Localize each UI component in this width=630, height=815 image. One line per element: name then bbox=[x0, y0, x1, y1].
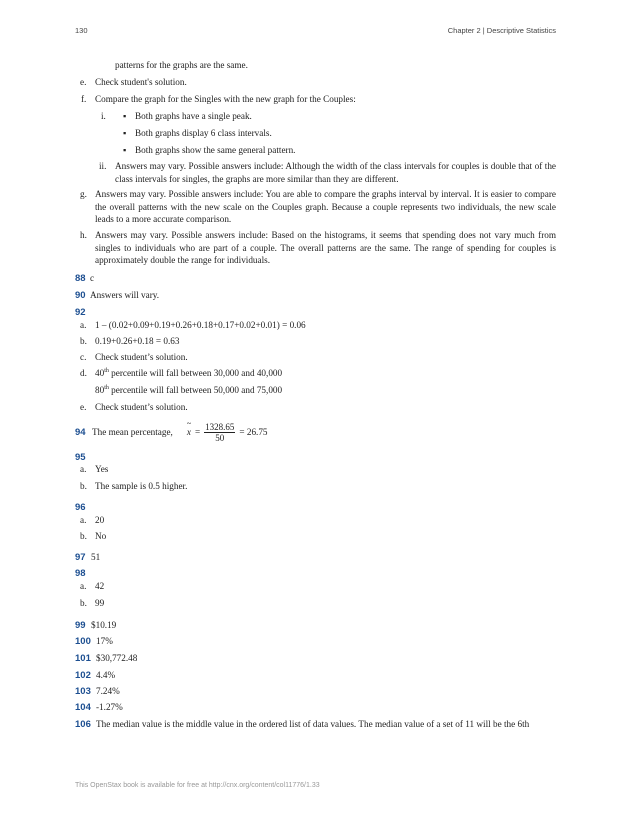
item-label: e. bbox=[80, 77, 87, 87]
list-item-text: 99 bbox=[95, 598, 105, 608]
answer-number: 99 bbox=[75, 620, 86, 631]
percentile-line: 40th percentile will fall between 30,000 and 40,000 bbox=[95, 367, 283, 378]
item-label: a. bbox=[80, 464, 87, 474]
item-label: g. bbox=[80, 189, 87, 199]
answer-number: 101 bbox=[75, 653, 91, 664]
answer-number: 106 bbox=[75, 719, 91, 730]
sub-ii-text: Answers may vary. Possible answers include: Although the width of the class intervals for couples is double that of the class intervals for singles, the graphs are more similar than they are different. bbox=[115, 161, 556, 184]
answer-text: The median value is the middle value in the ordered list of data values. The median value of a set of 11 will be the 6th bbox=[96, 719, 530, 729]
list-item-text: Yes bbox=[95, 464, 109, 474]
answer-number: 92 bbox=[75, 307, 86, 318]
chapter-title: Chapter 2 | Descriptive Statistics bbox=[447, 26, 556, 35]
item-label: b. bbox=[80, 336, 87, 346]
answer-text: -1.27% bbox=[96, 702, 123, 712]
item-label: a. bbox=[80, 320, 87, 330]
list-item-text: The sample is 0.5 higher. bbox=[95, 481, 188, 491]
list-item-text: Check student’s solution. bbox=[95, 402, 188, 412]
sub-label-ii: ii. bbox=[99, 161, 107, 171]
mean-formula bbox=[92, 420, 268, 444]
formula-text: The mean percentage, bbox=[92, 426, 173, 437]
item-label: b. bbox=[80, 598, 87, 608]
list-item-text: 0.19+0.26+0.18 = 0.63 bbox=[95, 336, 180, 346]
answer-text: c bbox=[90, 273, 95, 283]
footer-text: This OpenStax book is available for free at http://cnx.org/content/col11776/1.33 bbox=[75, 782, 320, 789]
answer-number: 104 bbox=[75, 702, 91, 713]
answer-number: 94 bbox=[75, 427, 86, 438]
answer-text: 17% bbox=[96, 636, 113, 646]
item-label: c. bbox=[80, 352, 87, 362]
formula-result: = 26.75 bbox=[239, 426, 268, 437]
bullet-icon: ▪ bbox=[123, 111, 127, 121]
answer-number: 88 bbox=[75, 273, 86, 284]
answer-number: 90 bbox=[75, 290, 86, 301]
page-number: 130 bbox=[75, 26, 88, 35]
equals-sign: = bbox=[194, 426, 201, 437]
item-label: b. bbox=[80, 531, 87, 541]
answer-number: 98 bbox=[75, 568, 86, 579]
answer-text: $10.19 bbox=[91, 620, 117, 630]
list-item-text: Answers may vary. Possible answers include: Based on the histograms, it seems that spending does not vary much from singles to individuals who are part of a couple. The overall patterns are the same. The range of spending for couples is approximately double the range for individuals. bbox=[95, 230, 556, 266]
answer-number: 95 bbox=[75, 452, 86, 463]
bullet-text: Both graphs have a single peak. bbox=[135, 111, 252, 121]
sub-label-i: i. bbox=[101, 111, 106, 121]
item-label: e. bbox=[80, 402, 87, 412]
x-tilde: ~ x bbox=[187, 426, 191, 439]
list-item-text: Compare the graph for the Singles with the new graph for the Couples: bbox=[95, 94, 356, 104]
answer-number: 103 bbox=[75, 686, 91, 697]
list-item-e bbox=[80, 76, 86, 89]
item-label: a. bbox=[80, 515, 87, 525]
answer-number: 100 bbox=[75, 636, 91, 647]
answer-text: 51 bbox=[91, 552, 101, 562]
item-label: b. bbox=[80, 481, 87, 491]
item-label: d. bbox=[80, 368, 87, 378]
answer-number: 102 bbox=[75, 670, 91, 681]
list-item-text: 42 bbox=[95, 581, 105, 591]
list-item-text: 20 bbox=[95, 515, 105, 525]
answer-text: 4.4% bbox=[96, 670, 116, 680]
item-label: h. bbox=[80, 230, 87, 240]
list-item-text: 1 – (0.02+0.09+0.19+0.26+0.18+0.17+0.02+0.01) = 0.06 bbox=[95, 320, 306, 330]
answer-text: 7.24% bbox=[96, 686, 120, 696]
list-item-text: Check student’s solution. bbox=[95, 352, 188, 362]
item-label: f. bbox=[81, 94, 87, 104]
list-item-text: No bbox=[95, 531, 107, 541]
percentile-line: 80th percentile will fall between 50,000 and 75,000 bbox=[95, 384, 283, 395]
bullet-icon: ▪ bbox=[123, 145, 127, 155]
continuation-text: patterns for the graphs are the same. bbox=[115, 60, 248, 70]
answer-text: Answers will vary. bbox=[90, 290, 160, 300]
fraction: $\frac{1328.65}{50}$ bbox=[205, 421, 235, 443]
bullet-text: Both graphs show the same general pattern. bbox=[135, 145, 296, 155]
list-item-text: Answers may vary. Possible answers include: You are able to compare the graphs interval by interval. It is easier to compare the overall patterns with the new scale on the Couples graph. Because a couple represents two individuals, the new scale leads to a more accurate comparison. bbox=[95, 189, 556, 225]
answer-text: $30,772.48 bbox=[96, 653, 138, 663]
item-label: a. bbox=[80, 581, 87, 591]
answer-number: 96 bbox=[75, 502, 86, 513]
answer-number: 97 bbox=[75, 552, 86, 563]
list-item-text: Check student's solution. bbox=[95, 77, 187, 87]
bullet-text: Both graphs display 6 class intervals. bbox=[135, 128, 272, 138]
bullet-icon: ▪ bbox=[123, 128, 127, 138]
